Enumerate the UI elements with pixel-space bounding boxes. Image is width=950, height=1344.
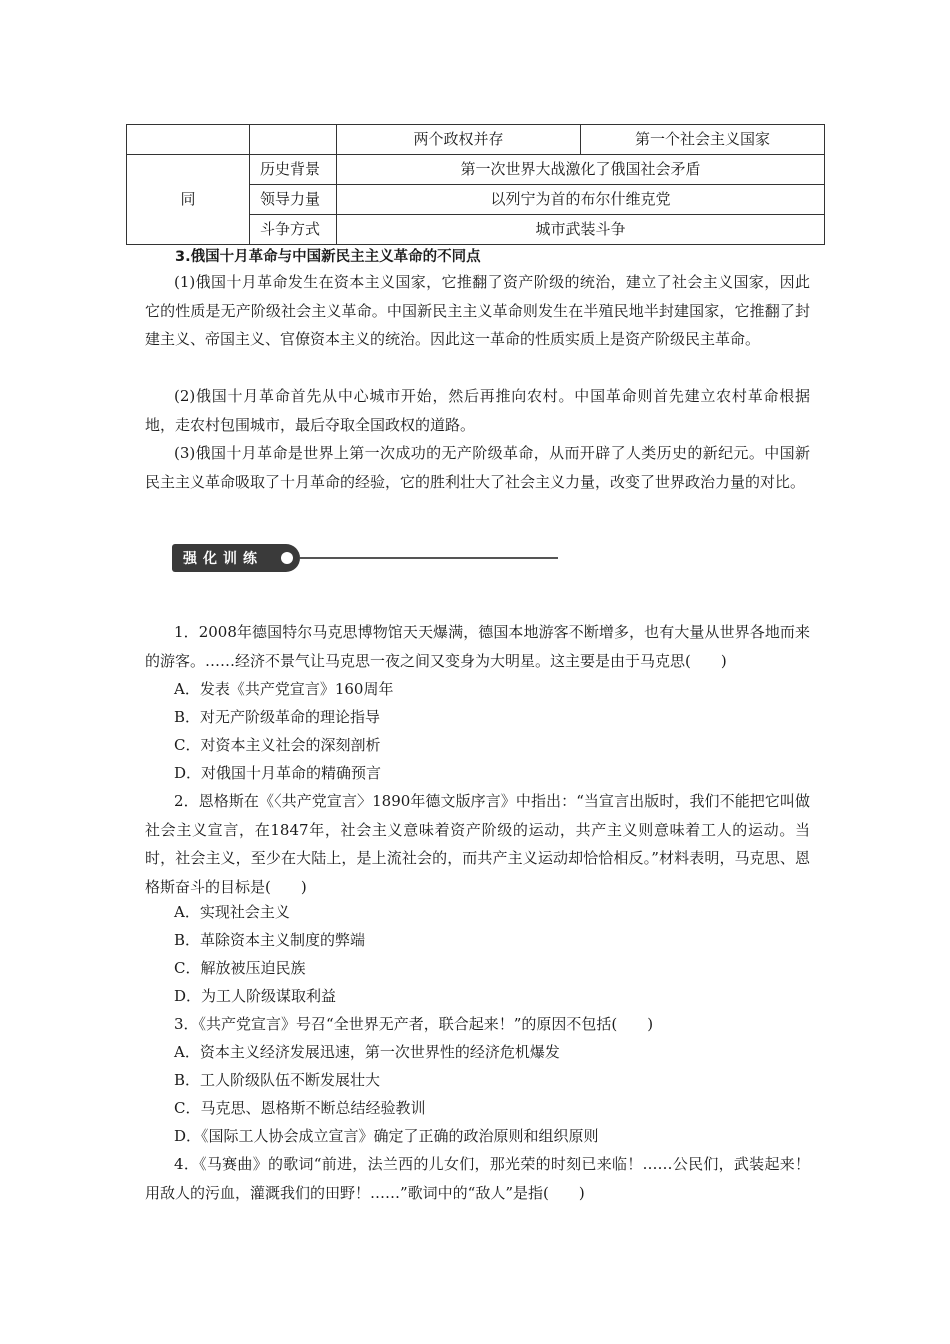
- table-header-cell: [127, 125, 250, 155]
- table-row-label: 历史背景: [250, 155, 337, 185]
- question-option: D．《国际工人协会成立宣言》确定了正确的政治原则和组织原则: [174, 1127, 599, 1145]
- question-option: B．革除资本主义制度的弊端: [174, 931, 366, 949]
- question-stem: 4．《马赛曲》的歌词“前进，法兰西的儿女们，那光荣的时刻已来临！……公民们，武装起来！用敌人的污血，灌溉我们的田野！……”歌词中的“敌人”是指( ): [145, 1155, 810, 1202]
- question-stem: 1．2008年德国特尔马克思博物馆天天爆满，德国本地游客不断增多，也有大量从世界各地而来的游客。……经济不景气让马克思一夜之间又变身为大明星。这主要是由于马克思( ): [145, 623, 810, 670]
- section-banner: [172, 544, 300, 572]
- table-row-label: 斗争方式: [250, 215, 337, 245]
- table-header-row: [127, 125, 825, 155]
- question-option: B．工人阶级队伍不断发展壮大: [174, 1071, 381, 1089]
- comparison-table: [126, 124, 825, 245]
- question-option: A．资本主义经济发展迅速，第一次世界性的经济危机爆发: [174, 1043, 560, 1061]
- question-option: B．对无产阶级革命的理论指导: [174, 708, 381, 726]
- table-group-label: 同: [127, 155, 250, 245]
- question-option: D．为工人阶级谋取利益: [174, 987, 337, 1005]
- section-title: 3.俄国十月革命与中国新民主主义革命的不同点: [175, 249, 481, 265]
- paragraph: (1)俄国十月革命发生在资本主义国家，它推翻了资产阶级的统治，建立了社会主义国家，因此它的性质是无产阶级社会主义革命。中国新民主主义革命则发生在半殖民地半封建国家，它推翻了封建主义、帝国主义、官僚资本主义的统治。因此这一革命的性质实质上是资产阶级民主革命。: [145, 273, 810, 348]
- question-option: A．发表《共产党宣言》160周年: [174, 680, 394, 698]
- question-option: C．解放被压迫民族: [174, 959, 306, 977]
- question-option: C．对资本主义社会的深刻剖析: [174, 736, 381, 754]
- paragraph: (2)俄国十月革命首先从中心城市开始，然后再推向农村。中国革命则首先建立农村革命根据地，走农村包围城市，最后夺取全国政权的道路。: [145, 387, 810, 434]
- banner-label: 强化训练: [183, 551, 263, 567]
- table-header-cell: 两个政权并存: [337, 125, 581, 155]
- question-stem: 2．恩格斯在《〈共产党宣言〉1890年德文版序言》中指出：“当宣言出版时，我们不能把它叫做社会主义宣言，在1847年，社会主义意味着资产阶级的运动，共产主义则意味着工人的运动。当时，社会主义，至少在大陆上，是上流社会的，而共产主义运动却恰恰相反。”材料表明，马克思、恩格斯奋斗的目标是( ): [145, 792, 810, 896]
- paragraph: (3)俄国十月革命是世界上第一次成功的无产阶级革命，从而开辟了人类历史的新纪元。中国新民主主义革命吸取了十月革命的经验，它的胜利壮大了社会主义力量，改变了世界政治力量的对比。: [145, 444, 810, 491]
- question-option: A．实现社会主义: [174, 903, 290, 921]
- table-header-cell: 第一个社会主义国家: [581, 125, 825, 155]
- question-option: C．马克思、恩格斯不断总结经验教训: [174, 1099, 426, 1117]
- question-stem: 3．《共产党宣言》号召“全世界无产者，联合起来！”的原因不包括( ): [174, 1015, 654, 1033]
- question-option: D．对俄国十月革命的精确预言: [174, 764, 382, 782]
- banner-divider: [300, 557, 558, 559]
- table-header-cell: [250, 125, 337, 155]
- table-row-value: 以列宁为首的布尔什维克党: [337, 185, 825, 215]
- table-row-value: 城市武装斗争: [337, 215, 825, 245]
- table-row: [127, 155, 825, 185]
- bullet-dot-icon: [281, 552, 293, 564]
- table-row-label: 领导力量: [250, 185, 337, 215]
- table-row-value: 第一次世界大战激化了俄国社会矛盾: [337, 155, 825, 185]
